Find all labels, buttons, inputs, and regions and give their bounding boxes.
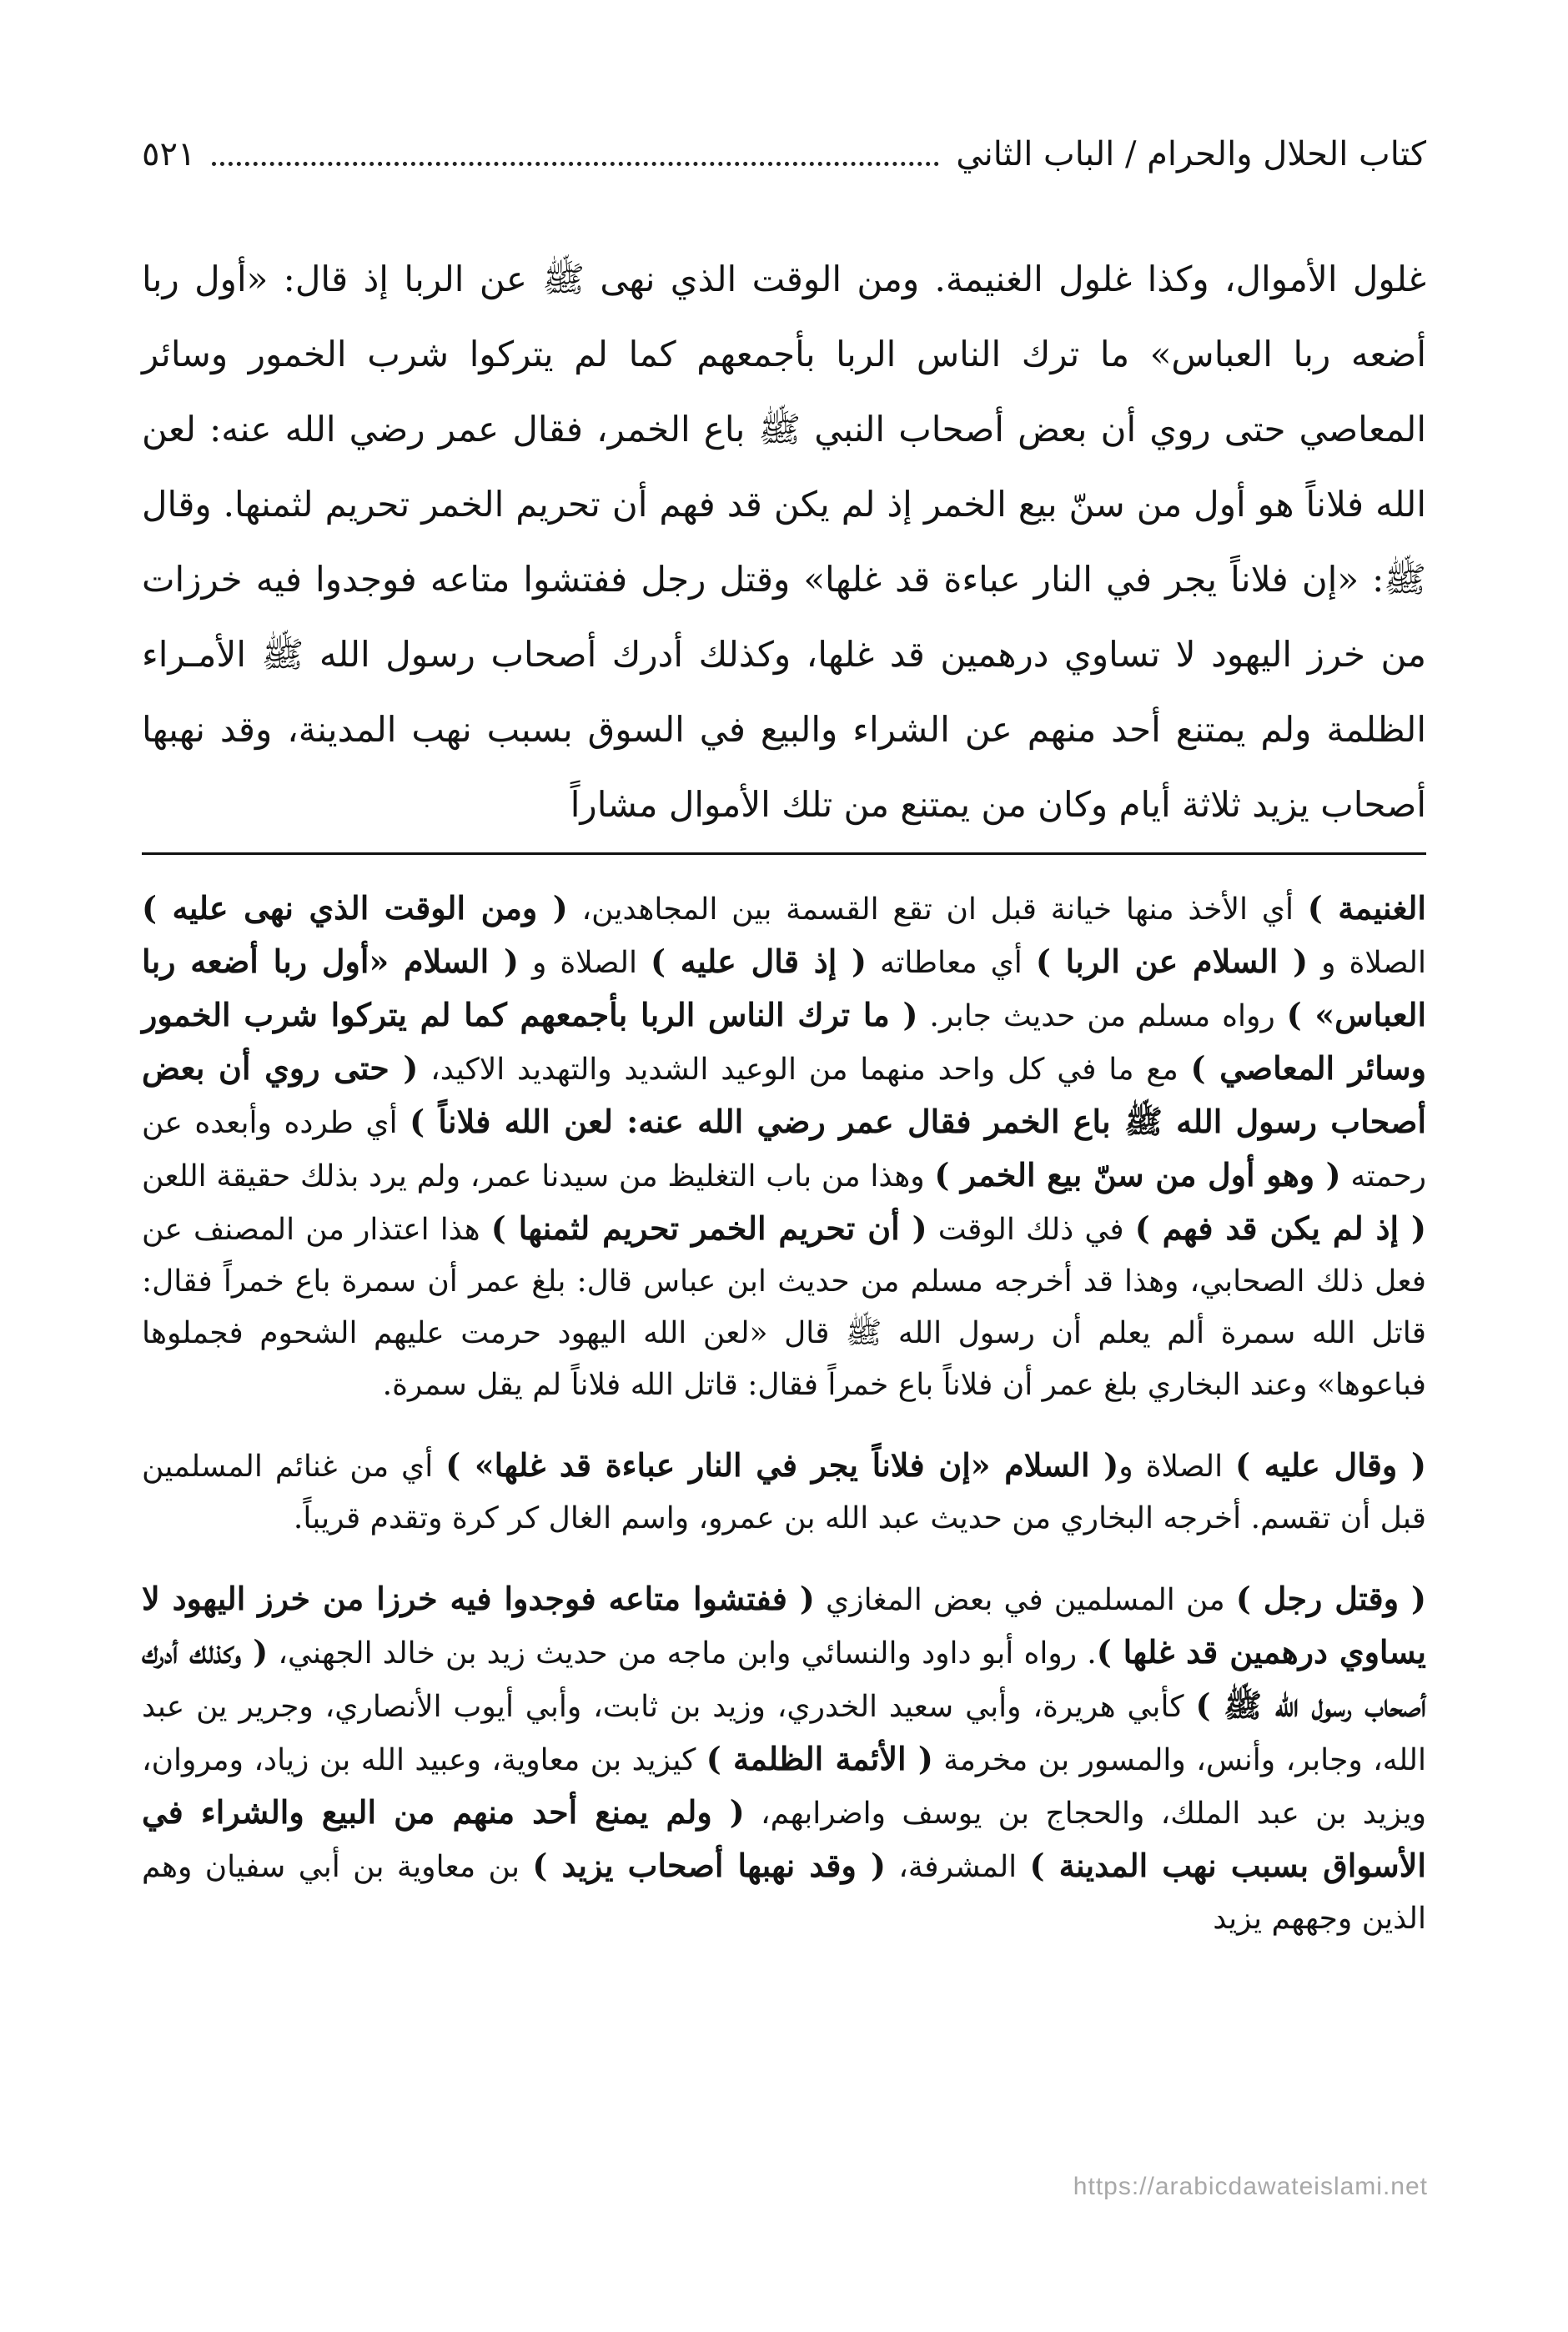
- quoted-text: ( وهو أول من سنّ بيع الخمر ): [934, 1156, 1341, 1194]
- explanation-text: في ذلك الوقت: [927, 1213, 1135, 1247]
- chapter-title: كتاب الحلال والحرام / الباب الثاني: [956, 135, 1426, 173]
- explanation-text: بن معاوية بن أبي سفيان وهم الذين وجههم يزيد: [142, 1850, 1426, 1936]
- commentary-paragraph: [142, 1440, 1426, 1545]
- main-text: [142, 242, 1426, 842]
- explanation-text: . رواه أبو داود والنسائي وابن ماجه من حديث زيد بن خالد الجهني،: [268, 1636, 1097, 1671]
- running-head: [142, 125, 1426, 183]
- quoted-text: ( ومن الوقت الذي نهى عليه ): [142, 889, 568, 927]
- quoted-text: ( الأئمة الظلمة ): [706, 1740, 933, 1777]
- quoted-text: ( إذ لم يكن قد فهم ): [1134, 1209, 1426, 1247]
- page-number: ٥٢١: [142, 135, 196, 173]
- explanation-text: وهذا من باب التغليظ من سيدنا عمر، ولم يرد بذلك حقيقة اللعن: [142, 1159, 935, 1194]
- explanation-text: المشرفة،: [885, 1850, 1030, 1884]
- quoted-text: ( وكذلك أدرك أصحاب رسول الله ﷺ ): [142, 1633, 1426, 1724]
- commentary: [142, 882, 1426, 1973]
- quoted-text: ( وقتل رجل ): [1235, 1580, 1426, 1617]
- quoted-text: ( السلام «أول ربا أضعه ربا العباس» ): [142, 942, 1427, 1033]
- source-url: https://arabicdawateislami.net: [1073, 2173, 1428, 2200]
- explanation-text: كأبي هريرة، وأبي سعيد الخدري، وزيد بن ثابت، وأبي أيوب الأنصاري، وجرير ين عبد الله، وجابر، وأنس، والمسور بن مخرمة: [142, 1690, 1426, 1777]
- commentary-paragraph: [142, 882, 1426, 1411]
- explanation-text: كيزيد بن معاوية، وعبيد الله بن زياد، ومروان، ويزيد بن عبد الملك، والحجاج بن يوسف واضرابهم،: [142, 1743, 1426, 1831]
- quoted-text: ( أن تحريم الخمر تحريم لثمنها ): [490, 1209, 927, 1247]
- explanation-text: مع ما في كل واحد منهما من الوعيد الشديد والتهديد الاكيد،: [418, 1053, 1191, 1087]
- quoted-text: ( وقد نهبها أصحاب يزيد ): [532, 1847, 886, 1884]
- quoted-text: الغنيمة ): [1307, 889, 1426, 927]
- explanation-text: أي الأخذ منها خيانة قبل ان تقع القسمة بين المجاهدين،: [567, 892, 1308, 927]
- main-paragraph: غلول الأموال، وكذا غلول الغنيمة. ومن الوقت الذي نهى ﷺ عن الربا إذ قال: «أول ربا أضعه ربا العباس» ما ترك الناس الربا بأجمعهم كما لم يتركوا شرب الخمور وسائر المعاصي حتى روي أن بعض أصحاب النبي ﷺ باع الخمر، فقال عمر رضي الله عنه: لعن الله فلاناً هو أول من سنّ بيع الخمر إذ لم يكن قد فهم أن تحريم الخمر تحريم لثمنها. وقال ﷺ: «إن فلاناً يجر في النار عباءة قد غلها» وقتل رجل ففتشوا متاعه فوجدوا فيه خرزات من خرز اليهود لا تساوي درهمين قد غلها، وكذلك أدرك أصحاب رسول الله ﷺ الأمـراء الظلمة ولم يمتنع أحد منهم عن الشراء والبيع في السوق بسبب نهب المدينة، وقد نهبها أصحاب يزيد ثلاثة أيام وكان من يمتنع من تلك الأموال مشاراً: [142, 259, 1426, 825]
- footnote-separator: [142, 852, 1426, 855]
- explanation-text: من المسلمين في بعض المغازي: [814, 1583, 1236, 1617]
- explanation-text: أي طرده وأبعده عن رحمته: [142, 1106, 1426, 1194]
- quoted-text: ( ولم يمنع أحد منهم من البيع والشراء في الأسواق بسبب نهب المدينة ): [142, 1793, 1426, 1884]
- explanation-text: الصلاة و: [1118, 1450, 1236, 1484]
- quoted-text: ( وقال عليه ): [1235, 1446, 1426, 1484]
- quoted-text: ( ما ترك الناس الربا بأجمعهم كما لم يتركوا شرب الخمور وسائر المعاصي ): [142, 996, 1426, 1087]
- explanation-text: هذا اعتذار من المصنف عن فعل ذلك الصحابي، وهذا قد أخرجه مسلم من حديث ابن عباس قال: بلغ عمر أن سمرة باع خمراً فقال: قاتل الله سمرة ألم يعلم أن رسول الله ﷺ قال «لعن الله اليهود حرمت عليهم الشحوم فجملوها فباعوها» وعند البخاري بلغ عمر أن فلاناً باع خمراً فقال: قاتل الله فلاناً لم يقل سمرة.: [142, 1213, 1426, 1402]
- quoted-text: ( ففتشوا متاعه فوجدوا فيه خرزا من خرز اليهود لا يساوي درهمين قد غلها ): [142, 1580, 1426, 1671]
- explanation-text: أي من غنائم المسلمين قبل أن تقسم. أخرجه البخاري من حديث عبد الله بن عمرو، واسم الغال كر كرة وتقدم قريباً.: [142, 1450, 1426, 1535]
- explanation-text: الصلاة و: [1308, 946, 1427, 980]
- leader-dots: [212, 143, 939, 166]
- explanation-text: أي معاطاته: [867, 946, 1036, 980]
- quoted-text: ( السلام «إن فلاناً يجر في النار عباءة قد غلها» ): [445, 1446, 1119, 1484]
- explanation-text: الصلاة و: [519, 946, 651, 980]
- quoted-text: ( إذ قال عليه ): [650, 942, 867, 980]
- commentary-paragraph: [142, 1573, 1426, 1945]
- explanation-text: رواه مسلم من حديث جابر.: [917, 999, 1287, 1033]
- quoted-text: ( حتى روي أن بعض أصحاب رسول الله ﷺ باع الخمر فقال عمر رضي الله عنه: لعن الله فلاناً ): [142, 1049, 1427, 1140]
- quoted-text: ( السلام عن الربا ): [1035, 942, 1309, 980]
